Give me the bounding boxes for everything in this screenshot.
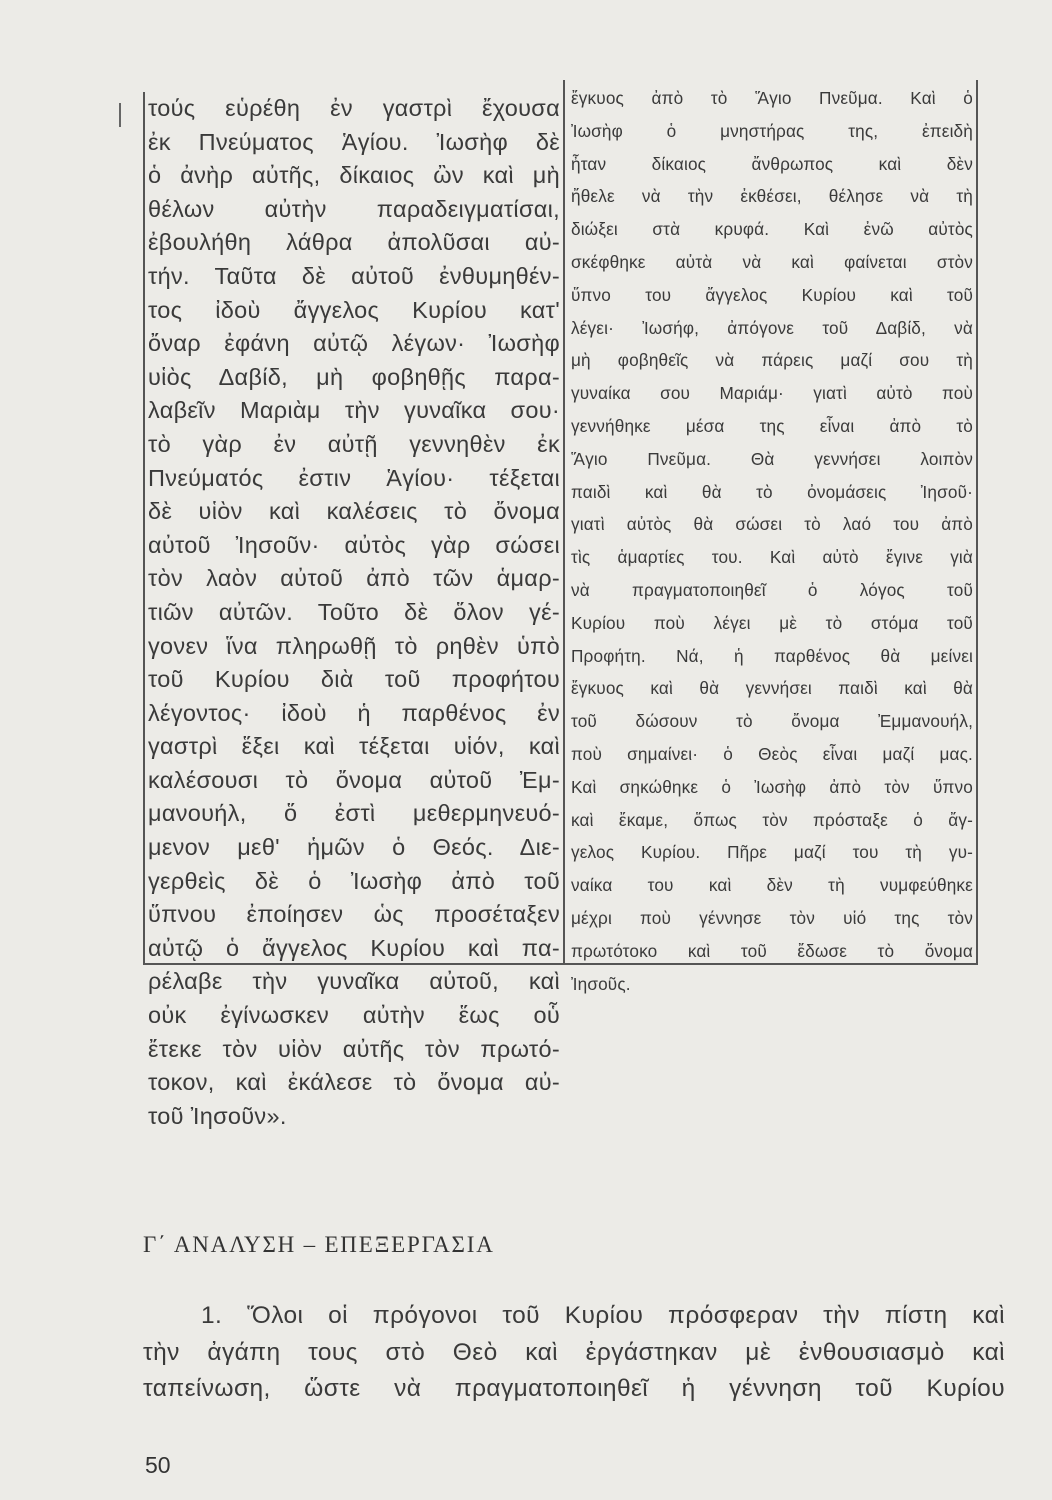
left-column-line: λέγοντος· ἰδοὺ ἡ παρθένος ἐν bbox=[148, 699, 560, 726]
right-column-line: διώξει στὰ κρυφά. Καὶ ἐνῶ αὐτὸς bbox=[571, 219, 973, 240]
left-column-line: ἐβουλήθη λάθρα ἀπολῦσαι αὐ- bbox=[148, 229, 560, 256]
right-column-translation bbox=[571, 82, 973, 1000]
left-column-line: ὕπνου ἐποίησεν ὡς προσέταξεν bbox=[148, 901, 560, 928]
left-column-line: θέλων αὐτὴν παραδειγματίσαι, bbox=[148, 195, 560, 222]
left-column-line: ὄναρ ἐφάνη αὐτῷ λέγων· Ἰωσὴφ bbox=[148, 330, 560, 357]
left-column-line: δὲ υἱὸν καὶ καλέσεις τὸ ὄνομα bbox=[148, 498, 560, 525]
paragraph-line: τὴν ἀγάπη τους στὸ Θεὸ καὶ ἐργάστηκαν μὲ ἐνθουσιασμὸ καὶ bbox=[143, 1338, 1005, 1366]
right-border-top bbox=[976, 80, 978, 94]
right-column-line: Ἅγιο Πνεῦμα. Θὰ γεννήσει λοιπὸν bbox=[571, 448, 973, 469]
left-column-line: καλέσουσι τὸ ὄνομα αὐτοῦ Ἐμ- bbox=[148, 766, 560, 793]
left-column-line: ἔτεκε τὸν υἱὸν αὐτῆς τὸν πρωτό- bbox=[148, 1035, 560, 1062]
right-column-line: γυναίκα σου Μαριάμ· γιατὶ αὐτὸ ποὺ bbox=[571, 383, 973, 404]
left-column-line: αὐτοῦ Ἰησοῦν· αὐτὸς γὰρ σώσει bbox=[148, 531, 560, 558]
right-column-line: μὴ φοβηθεῖς νὰ πάρεις μαζί σου τὴ bbox=[571, 350, 973, 371]
page-number: 50 bbox=[145, 1452, 171, 1478]
left-column-line: τὸ γὰρ ἐν αὐτῇ γεννηθὲν ἐκ bbox=[148, 430, 560, 457]
left-column-line: τοῦ Ἰησοῦν». bbox=[148, 1102, 287, 1129]
column-divider bbox=[563, 80, 565, 965]
right-column-line: ἤθελε νὰ τὴν ἐκθέσει, θέλησε νὰ τὴ bbox=[571, 186, 973, 207]
section-heading: Γ΄ ΑΝΑΛΥΣΗ – ΕΠΕΞΕΡΓΑΣΙΑ bbox=[143, 1232, 495, 1257]
right-column-line: σκέφθηκε αὐτὰ νὰ καὶ φαίνεται στὸν bbox=[571, 251, 973, 272]
right-column-line: Κυρίου ποὺ λέγει μὲ τὸ στόμα τοῦ bbox=[571, 612, 973, 633]
left-column-line: γονεν ἵνα πληρωθῇ τὸ ρηθὲν ὑπὸ bbox=[148, 632, 560, 659]
left-column-line: ρέλαβε τὴν γυναῖκα αὐτοῦ, καὶ bbox=[148, 968, 560, 995]
left-column-line: τούς εὑρέθη ἐν γαστρὶ ἔχουσα bbox=[148, 95, 560, 121]
left-column-line: τήν. Ταῦτα δὲ αὐτοῦ ἐνθυμηθέν- bbox=[148, 262, 560, 289]
left-column-line: γαστρὶ ἕξει καὶ τέξεται υἱόν, καὶ bbox=[148, 733, 560, 760]
left-column-line: γερθεὶς δὲ ὁ Ἰωσὴφ ἀπὸ τοῦ bbox=[148, 867, 560, 894]
left-column-line: τοῦ Κυρίου διὰ τοῦ προφήτου bbox=[148, 666, 560, 693]
right-column-line: παιδὶ καὶ θὰ τὸ ὀνομάσεις Ἰησοῦ· bbox=[571, 481, 973, 502]
left-column-line: τὸν λαὸν αὐτοῦ ἀπὸ τῶν ἁμαρ- bbox=[148, 565, 560, 592]
right-column-line: ἦταν δίκαιος ἄνθρωπος καὶ δὲν bbox=[571, 153, 973, 174]
right-column-line: Ἰωσὴφ ὁ μνηστήρας της, ἐπειδὴ bbox=[571, 120, 973, 141]
right-column-line: ναίκα του καὶ δὲν τὴ νυμφεύθηκε bbox=[571, 875, 973, 896]
left-column-line: τοκον, καὶ ἐκάλεσε τὸ ὄνομα αὐ- bbox=[148, 1069, 560, 1096]
right-column-line: ὕπνο του ἄγγελος Κυρίου καὶ τοῦ bbox=[571, 284, 973, 305]
right-column-line: ποὺ σημαίνει· ὁ Θεὸς εἶναι μαζί μας. bbox=[571, 743, 973, 764]
left-column-line: λαβεῖν Μαριὰμ τὴν γυναῖκα σου· bbox=[148, 397, 560, 424]
right-column-line: λέγει· Ἰωσήφ, ἀπόγονε τοῦ Δαβίδ, νὰ bbox=[571, 317, 973, 338]
right-column-line: πρωτότοκο καὶ τοῦ ἔδωσε τὸ ὄνομα bbox=[571, 940, 973, 961]
margin-mark bbox=[119, 103, 121, 127]
analysis-paragraph bbox=[143, 1298, 1005, 1408]
left-column-line: υἱὸς Δαβίδ, μὴ φοβηθῇς παρα- bbox=[148, 363, 560, 390]
left-column-line: αὐτῷ ὁ ἄγγελος Κυρίου καὶ πα- bbox=[148, 934, 560, 961]
right-column-line: ἔγκυος καὶ θὰ γεννήσει παιδὶ καὶ θὰ bbox=[571, 678, 973, 699]
right-column-line: γεννήθηκε μέσα της εἶναι ἀπὸ τὸ bbox=[571, 415, 973, 436]
left-column-line: μενον μεθ' ἡμῶν ὁ Θεός. Διε- bbox=[148, 834, 560, 861]
left-column-line: ἐκ Πνεύματος Ἁγίου. Ἰωσὴφ δὲ bbox=[148, 128, 560, 155]
left-column-line: μανουήλ, ὅ ἐστὶ μεθερμηνευό- bbox=[148, 800, 560, 827]
right-column-line: μέχρι ποὺ γέννησε τὸν υἱό της τὸν bbox=[571, 907, 973, 928]
right-column-line: ἔγκυος ἀπὸ τὸ Ἅγιο Πνεῦμα. Καὶ ὁ bbox=[571, 88, 973, 108]
left-column-line: οὐκ ἐγίνωσκεν αὐτὴν ἕως οὗ bbox=[148, 1002, 560, 1029]
left-column-line: τιῶν αὐτῶν. Τοῦτο δὲ ὅλον γέ- bbox=[148, 598, 560, 625]
right-column-line: τὶς ἁμαρτίες του. Καὶ αὐτὸ ἔγινε γιὰ bbox=[571, 547, 973, 568]
right-column-line: γελος Κυρίου. Πῆρε μαζί του τὴ γυ- bbox=[571, 842, 973, 863]
right-column-line: τοῦ δώσουν τὸ ὄνομα Ἐμμανουήλ, bbox=[571, 711, 973, 732]
left-column-original-text bbox=[148, 92, 560, 1133]
right-column-line: Ἰησοῦς. bbox=[571, 973, 631, 994]
left-column-line: τος ἰδοὺ ἄγγελος Κυρίου κατ' bbox=[148, 296, 560, 323]
right-column-line: γιατὶ αὐτὸς θὰ σώσει τὸ λαό του ἀπὸ bbox=[571, 514, 973, 535]
right-column-line: Καὶ σηκώθηκε ὁ Ἰωσὴφ ἀπὸ τὸν ὕπνο bbox=[571, 776, 973, 797]
paragraph-line: 1. Ὅλοι οἱ πρόγονοι τοῦ Κυρίου πρόσφεραν τὴν πίστη καὶ bbox=[201, 1302, 1005, 1329]
left-column-line: ὁ ἀνὴρ αὐτῆς, δίκαιος ὢν καὶ μὴ bbox=[148, 162, 560, 189]
paragraph-line: ταπείνωση, ὥστε νὰ πραγματοποιηθεῖ ἡ γέννηση τοῦ Κυρίου bbox=[143, 1375, 1005, 1402]
right-column-line: Προφήτη. Νά, ἡ παρθένος θὰ μείνει bbox=[571, 645, 973, 666]
right-column-line: νὰ πραγματοποιηθεῖ ὁ λόγος τοῦ bbox=[571, 579, 973, 600]
right-column-line: καὶ ἔκαμε, ὅπως τὸν πρόσταξε ὁ ἄγ- bbox=[571, 809, 973, 830]
left-column-line: Πνεύματός ἐστιν Ἁγίου· τέξεται bbox=[148, 464, 560, 491]
